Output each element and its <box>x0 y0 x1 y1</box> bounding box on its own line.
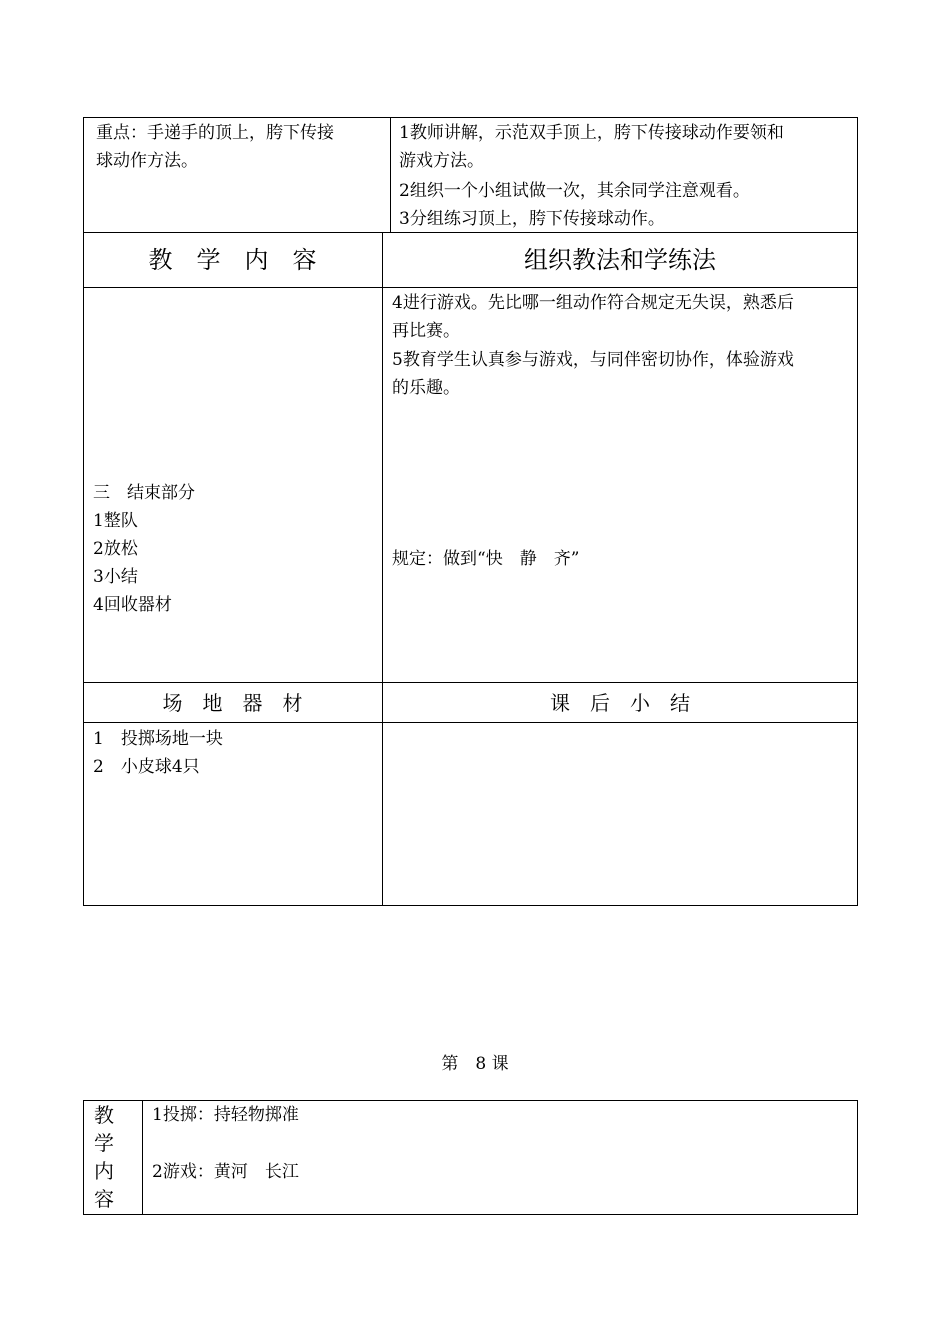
label-char-3: 内 <box>94 1159 114 1183</box>
label-char-1: 教 <box>94 1103 114 1127</box>
header-summary: 课 后 小 结 <box>550 691 690 715</box>
ending-item-3: 3小结 <box>93 567 138 587</box>
ending-item-2: 2放松 <box>93 539 138 559</box>
ending-item-4: 4回收器材 <box>93 595 172 615</box>
lesson-content-item-1: 1投掷：持轻物掷准 <box>152 1105 299 1125</box>
method-line-4: 3分组练习顶上，胯下传接球动作。 <box>399 209 665 229</box>
key-point-line-2: 球动作方法。 <box>96 151 198 171</box>
activity-line-3: 5教育学生认真参与游戏，与同伴密切协作，体验游戏 <box>392 350 794 370</box>
rule-text: 规定：做到“快 静 齐” <box>392 549 580 569</box>
header-equipment: 场 地 器 材 <box>162 691 303 715</box>
method-line-2: 游戏方法。 <box>399 151 484 171</box>
header-teaching-content: 教 学 内 容 <box>148 246 317 274</box>
label-char-2: 学 <box>94 1131 114 1155</box>
activity-line-1: 4进行游戏。先比哪一组动作符合规定无失误，熟悉后 <box>392 293 794 313</box>
lesson-content-item-2: 2游戏：黄河 长江 <box>152 1162 299 1182</box>
equipment-item-2: 2 小皮球4只 <box>93 757 200 777</box>
header-organization-method: 组织教法和学练法 <box>524 246 716 274</box>
key-point-line-1: 重点：手递手的顶上，胯下传接 <box>96 123 334 143</box>
label-char-4: 容 <box>94 1187 114 1211</box>
ending-item-1: 1整队 <box>93 511 138 531</box>
activity-line-2: 再比赛。 <box>392 321 460 341</box>
ending-section-title: 三 结束部分 <box>93 483 195 503</box>
activity-line-4: 的乐趣。 <box>392 378 460 398</box>
method-line-3: 2组织一个小组试做一次，其余同学注意观看。 <box>399 181 750 201</box>
equipment-item-1: 1 投掷场地一块 <box>93 729 223 749</box>
method-line-1: 1教师讲解，示范双手顶上，胯下传接球动作要领和 <box>399 123 784 143</box>
lesson-title: 第 8 课 <box>441 1054 509 1074</box>
